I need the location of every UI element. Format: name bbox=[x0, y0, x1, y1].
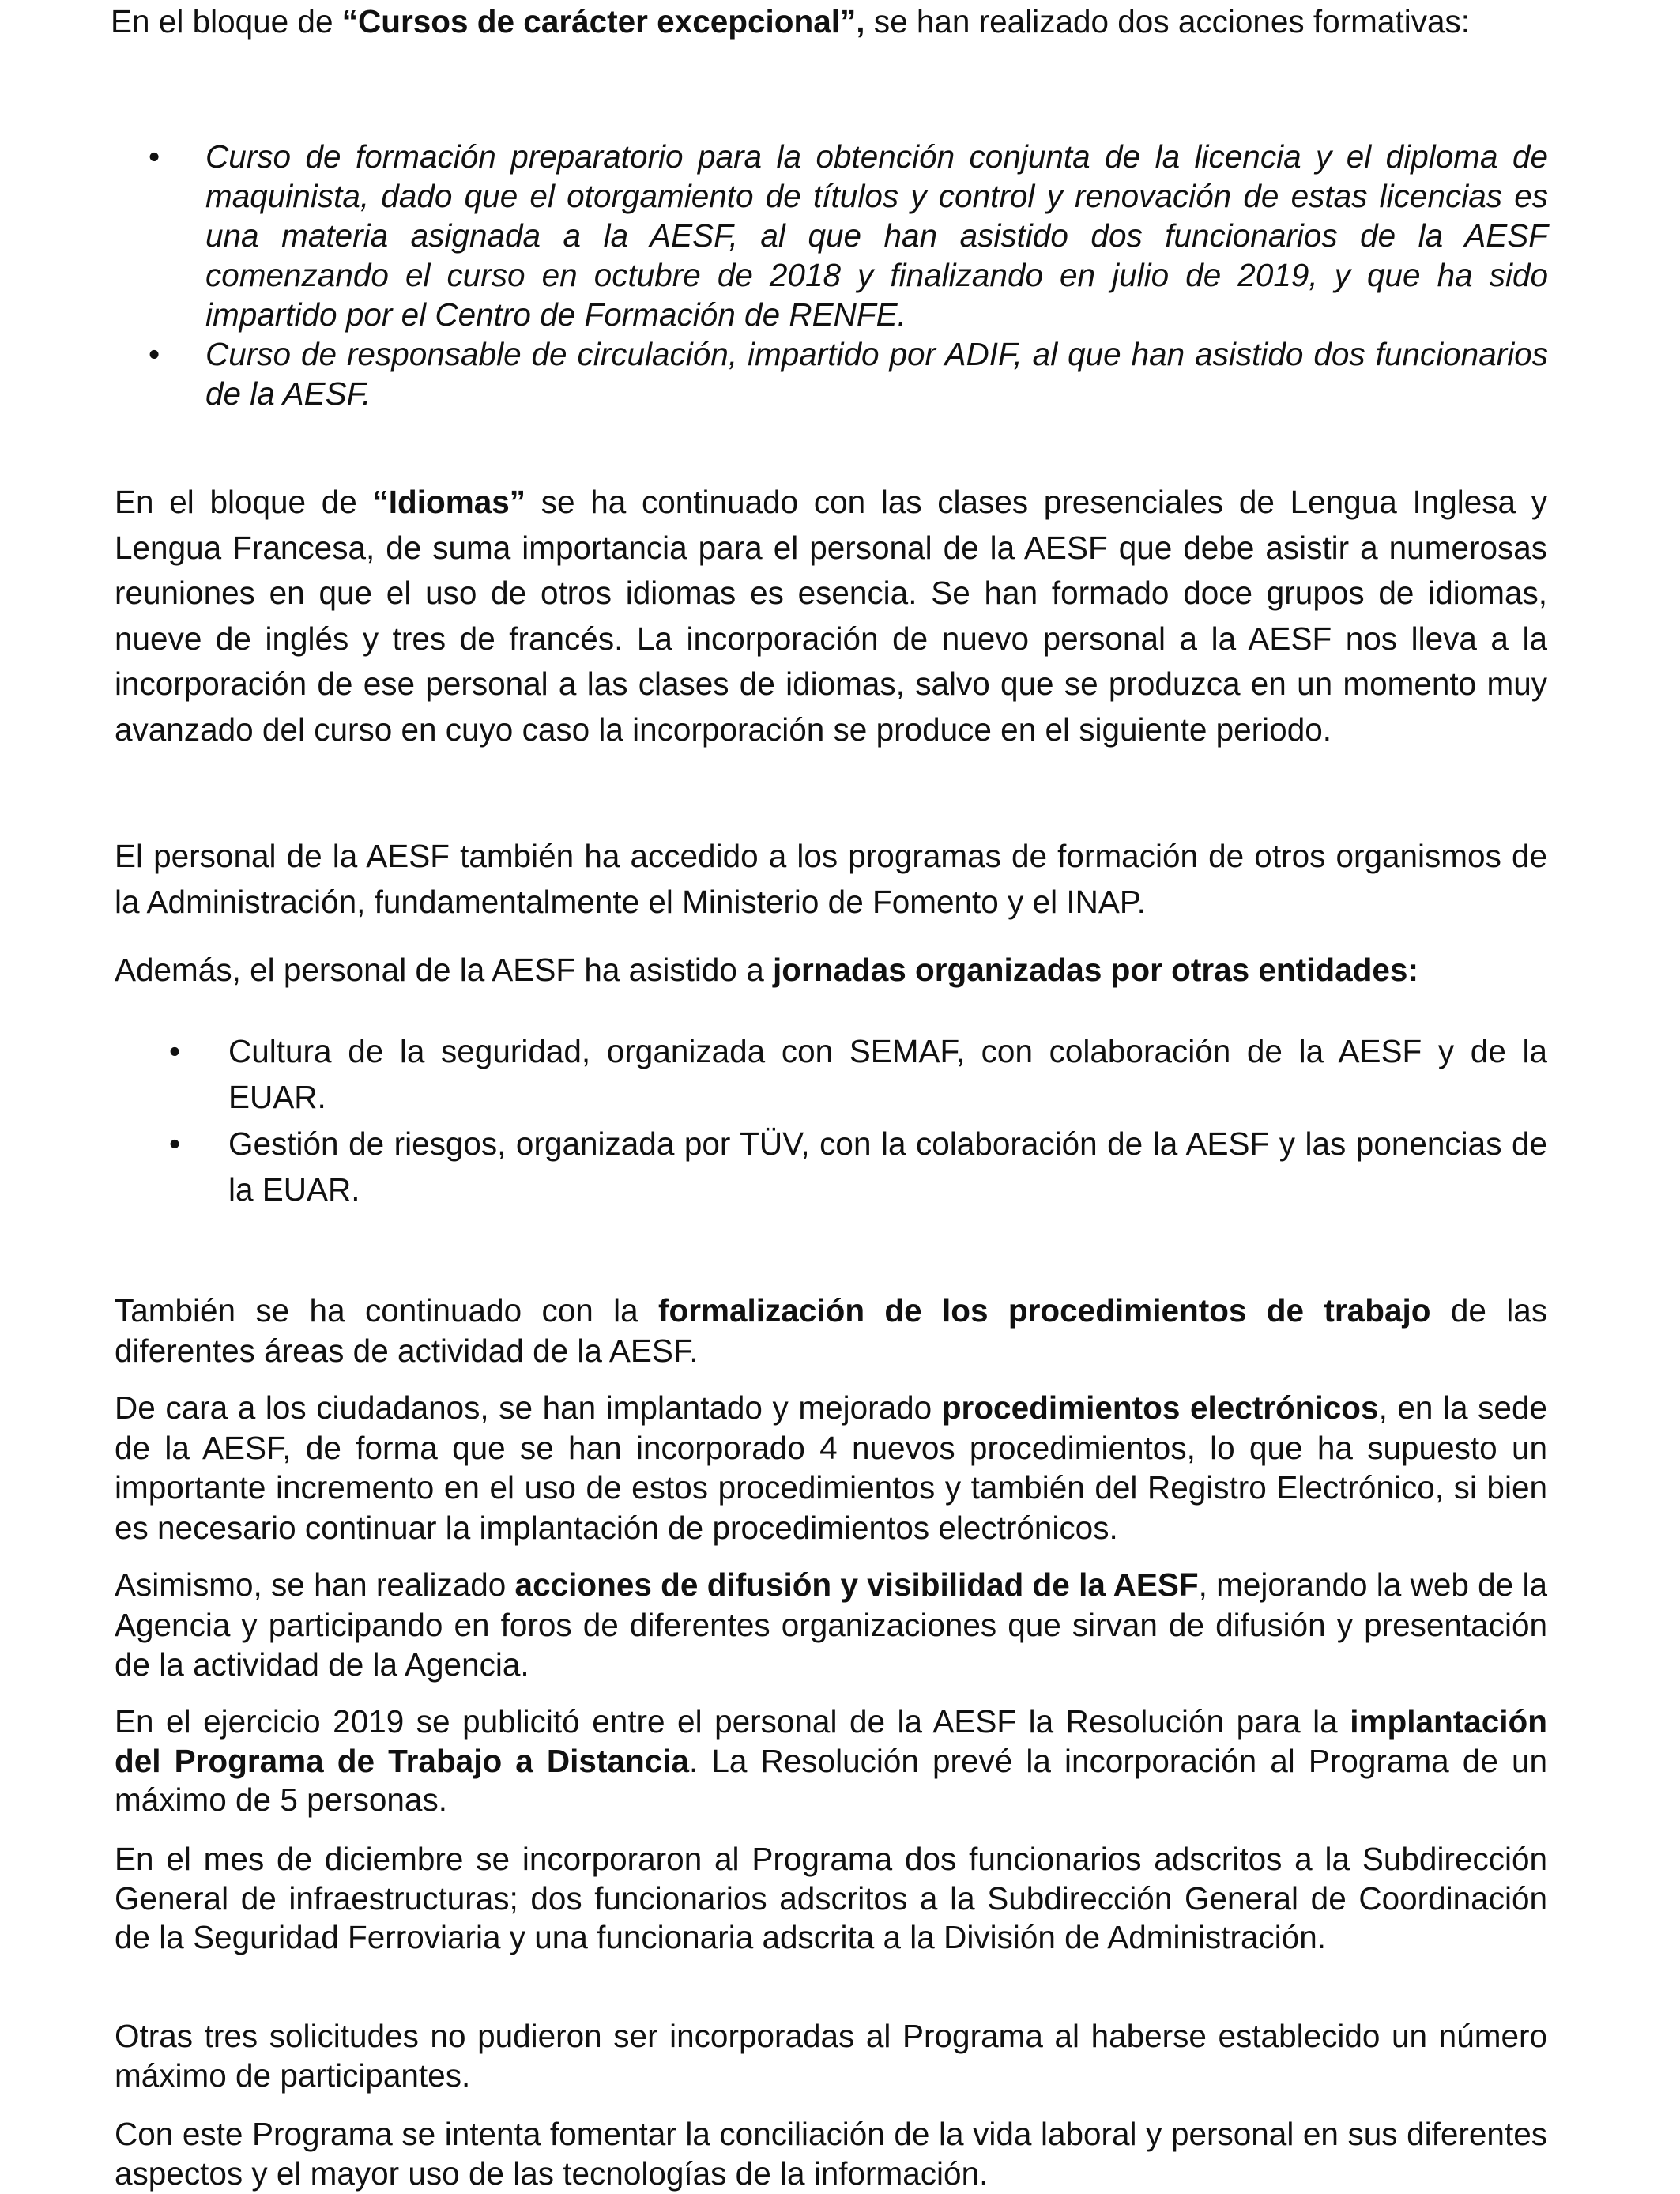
bold-formalizacion: formalización de los procedimientos de trabajo bbox=[658, 1292, 1431, 1329]
paragraph-solicitudes: Otras tres solicitudes no pudieron ser incorporadas al Programa al haberse establecido un número máximo de participantes. bbox=[115, 2018, 1547, 2094]
paragraph-idiomas: En el bloque de “Idiomas” se ha continuado con las clases presenciales de Lengua Inglesa y Lengua Francesa, de suma importancia para el personal de la AESF que debe asistir a numerosas reuniones en que el uso de otros idiomas es esencia. Se han formado doce grupos de idiomas, nueve de inglés y tres de francés. La incorporación de nuevo personal a la AESF nos lleva a la incorporación de ese personal a las clases de idiomas, salvo que se produzca en un momento muy avanzado del curso en cuyo caso la incorporación se produce en el siguiente periodo. bbox=[115, 484, 1547, 748]
paragraph-conciliacion: Con este Programa se intenta fomentar la conciliación de la vida laboral y personal en sus diferentes aspectos y el mayor uso de las tecnologías de la información. bbox=[115, 2116, 1547, 2192]
paragraph-difusion: Asimismo, se han realizado acciones de difusión y visibilidad de la AESF, mejorando la web de la Agencia y participando en foros de diferentes organizaciones que sirvan de difusión y presentación de la actividad de la Agencia. bbox=[115, 1566, 1547, 1683]
paragraph-diciembre: En el mes de diciembre se incorporaron al Programa dos funcionarios adscritos a la Subdirección General de infraestructuras; dos funcionarios adscritos a la Subdirección General de Coordinación de la Seguridad Ferroviaria y una funcionaria adscrita a la División de Administración. bbox=[115, 1841, 1547, 1955]
bullet-icon: • bbox=[169, 1125, 181, 1162]
bullet-icon: • bbox=[169, 1033, 181, 1069]
list-jornadas bbox=[169, 1029, 1547, 1212]
paragraph-cursos: En el bloque de “Cursos de carácter excepcional”, se han realizado dos acciones formativas: bbox=[111, 3, 1470, 40]
list-cursos bbox=[149, 137, 1548, 413]
paragraph-jornadas: Además, el personal de la AESF ha asistido a jornadas organizadas por otras entidades: bbox=[115, 952, 1418, 988]
bullet-icon: • bbox=[149, 336, 160, 372]
list-item: • Curso de formación preparatorio para la obtención conjunta de la licencia y el diploma de maquinista, dado que el otorgamiento de títulos y control y renovación de estas licencias es una materia asignada a la AESF, al que han asistido dos funcionarios de la AESF comenzando el curso en octubre de 2018 y finalizando en julio de 2019, y que ha sido impartido por el Centro de Formación de RENFE. bbox=[149, 138, 1548, 333]
bold-procedimientos-electronicos: procedimientos electrónicos bbox=[941, 1389, 1379, 1426]
list-item: • Gestión de riesgos, organizada por TÜV, con la colaboración de la AESF y las ponencias de la EUAR. bbox=[228, 1122, 1547, 1212]
paragraph-electronicos: De cara a los ciudadanos, se han implantado y mejorado procedimientos electrónicos, en la sede de la AESF, de forma que se han incorporado 4 nuevos procedimientos, lo que ha supuesto un importante incremento en el uso de estos procedimientos y también del Registro Electrónico, si bien es necesario continuar la implantación de procedimientos electrónicos. bbox=[115, 1389, 1547, 1546]
bold-trabajo-distancia: implantación del Programa de Trabajo a Distancia bbox=[115, 1703, 1547, 1779]
bold-idiomas: “Idiomas” bbox=[372, 484, 526, 520]
bold-difusion: acciones de difusión y visibilidad de la AESF bbox=[514, 1566, 1199, 1603]
list-item: • Curso de responsable de circulación, impartido por ADIF, al que han asistido dos funcionarios de la AESF. bbox=[149, 336, 1548, 412]
paragraph-formalizacion: También se ha continuado con la formalización de los procedimientos de trabajo de las diferentes áreas de actividad de la AESF. bbox=[115, 1292, 1547, 1369]
list-item: • Cultura de la seguridad, organizada con SEMAF, con colaboración de la AESF y de la EUAR. bbox=[228, 1029, 1547, 1120]
bold-jornadas: jornadas organizadas por otras entidades: bbox=[772, 952, 1418, 988]
bullet-icon: • bbox=[149, 138, 160, 175]
bold-cursos-excepcionales: “Cursos de carácter excepcional”, bbox=[341, 3, 865, 40]
paragraph-distancia: En el ejercicio 2019 se publicitó entre el personal de la AESF la Resolución para la implantación del Programa de Trabajo a Distancia. La Resolución prevé la incorporación al Programa de un máximo de 5 personas. bbox=[115, 1703, 1548, 1818]
paragraph-programas: El personal de la AESF también ha accedido a los programas de formación de otros organismos de la Administración, fundamentalmente el Ministerio de Fomento y el INAP. bbox=[115, 838, 1547, 920]
